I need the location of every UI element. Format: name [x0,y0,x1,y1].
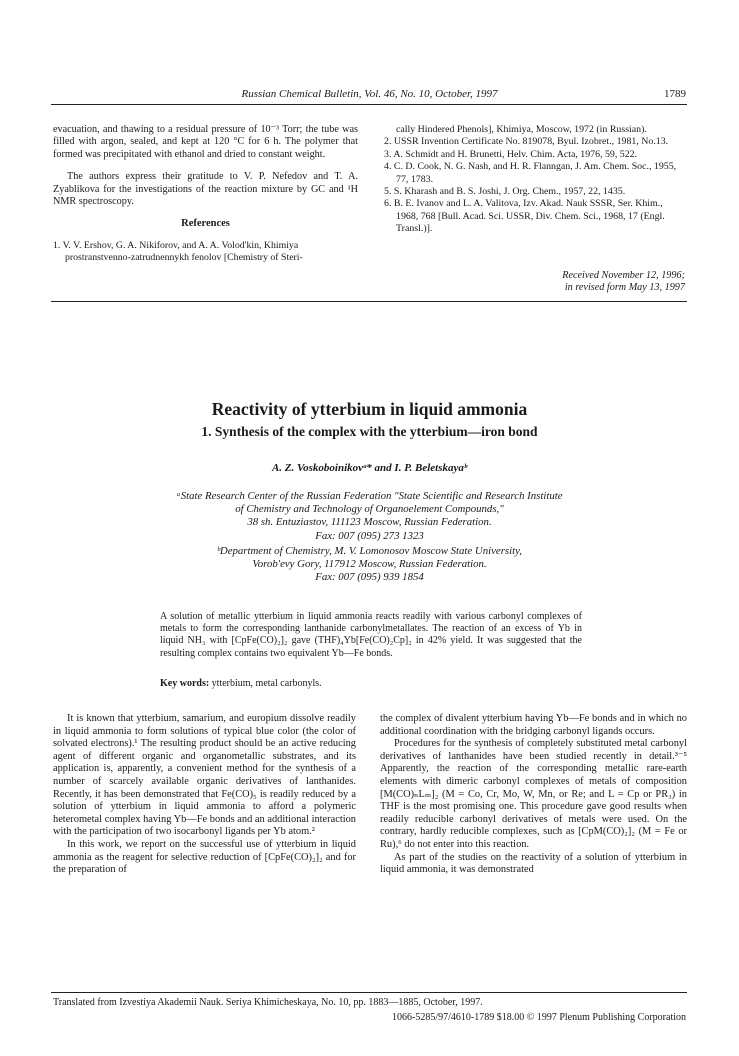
affiliation-line: of Chemistry and Technology of Organoelement Compounds," [235,503,504,516]
received-date: Received November 12, 1996; [562,270,685,281]
affiliation-line: ᵇDepartment of Chemistry, M. V. Lomonosov Moscow State University, [217,545,522,557]
body-left-column [53,713,356,877]
footer-rule [51,992,687,993]
reference-3: 3. A. Schmidt and H. Brunetti, Helv. Chim. Acta, 1976, 59, 522. [384,148,638,160]
reference-1-continued: cally Hindered Phenols], Khimiya, Moscow, 1972 (in Russian). [396,124,647,135]
references-heading: References [181,218,230,230]
keywords [160,678,582,689]
reference-2: 2. USSR Invention Certificate No. 819078, Byul. Izobret., 1981, No.13. [384,136,669,148]
affiliation-line: Fax: 007 (095) 939 1854 [315,571,424,584]
keywords-label: Key words: [160,678,210,689]
revised-date: in revised form May 13, 1997 [564,282,685,294]
article-authors: A. Z. Voskoboinikovᵃ* and I. P. Beletskayaᵇ [271,462,468,474]
article-title: Reactivity of ytterbium in liquid ammonia [211,399,528,419]
received-dates [540,270,685,295]
article-separator-rule [51,301,687,302]
reference-5: 5. S. Kharash and B. S. Joshi, J. Org. Chem., 1957, 22, 1435. [384,186,626,198]
header-rule [51,104,687,105]
body-paragraph: Procedures for the synthesis of completely substituted metal carbonyl derivatives of lanthanides have been studied recently in detail.³⁻⁵ Apparently, the reaction of the corresponding metallic rare-earth elements with dimeric carbonyl complexes of metals of composition [M(CO)ₙLₘ]₂ (M = Co, Cr, Mo, W, Mn, or Re; and L = Cp or PR₃) in THF is the most promising one. This procedure gave good results when readily reducible carbonyl derivatives of metals were used. On the contrary, hardly reducible complexes, such as [CpM(CO)₂]₂ (M = Fe or Ru),⁶ do not enter into this reaction. [380,738,687,850]
reference-1-start: 1. V. V. Ershov, G. A. Nikiforov, and A. A. Volod'kin, Khimiya prostranstvenno-zatrudnennykh fenolov [Chemistry of Steri- [53,239,303,264]
affiliation-a [0,490,739,543]
copyright-line: 1066-5285/97/4610-1789 $18.00 © 1997 Plenum Publishing Corporation [392,1012,686,1023]
body-paragraph: As part of the studies on the reactivity of a solution of ytterbium in liquid ammonia, it was demonstrated [380,851,687,876]
running-header-journal: Russian Chemical Bulletin, Vol. 46, No. 10, October, 1997 [241,88,498,100]
page-number: 1789 [664,88,686,100]
reference-6: 6. B. E. Ivanov and L. A. Valitova, Izv. Akad. Nauk SSSR, Ser. Khim., 1968, 768 [Bull. Acad. Sci. USSR, Div. Chem. Sci., 1968, 17 (Engl. Transl.)]. [384,198,665,235]
article-subtitle: 1. Synthesis of the complex with the ytterbium—iron bond [201,424,538,439]
affiliation-line: Fax: 007 (095) 273 1323 [315,529,424,542]
affiliation-line: 38 sh. Entuziastov, 111123 Moscow, Russian Federation. [247,516,492,529]
translation-note: Translated from Izvestiya Akademii Nauk. Seriya Khimicheskaya, No. 10, pp. 1883—1885, October, 1997. [53,997,483,1008]
affiliation-line: ᵃState Research Center of the Russian Federation "State Scientific and Research Institute [176,490,563,502]
affiliation-b [0,545,739,585]
body-paragraph: It is known that ytterbium, samarium, and europium dissolve readily in liquid ammonia to form solutions of typical blue color (the color of solvated electrons).¹ The resulting product should be an active reducing agent of different organic and organometallic substrates, and its application is, apparently, a convenient method for the synthesis of a number of scarcely available organic derivatives of lanthanides. Recently, it has been demonstrated that Fe(CO)₅ is readily reduced by a solution of ytterbium in liquid ammonia to afford a polymeric heterometal complex having Yb—Fe bonds and an additional interaction with the participation of two isocarbonyl ligands per Yb atom.² [53,713,356,838]
keywords-text: ytterbium, metal carbonyls. [211,678,322,689]
affiliation-line: Vorob'evy Gory, 117912 Moscow, Russian Federation. [252,558,487,571]
prev-article-left-column [53,124,358,265]
body-right-column [380,713,687,877]
acknowledgement-paragraph: The authors express their gratitude to V. P. Nefedov and T. A. Zyablikova for the investigations of the reaction mixture by GC and ¹H NMR spectroscopy. [53,171,358,208]
prev-article-right-column [384,124,687,236]
body-paragraph: the complex of divalent ytterbium having Yb—Fe bonds and in which no additional coordination with the bridging carbonyl ligands occurs. [380,713,687,737]
body-paragraph: In this work, we report on the successful use of ytterbium in liquid ammonia as the reagent for selective reduction of [CpFe(CO)₂]₂ and for the preparation of [53,838,356,876]
abstract: A solution of metallic ytterbium in liquid ammonia reacts readily with various carbonyl complexes of metals to form the corresponding lanthanide carbonylmetallates. The reaction of an excess of Yb in liquid NH₃ with [CpFe(CO)₂]₂ gave (THF)₄Yb[Fe(CO)₂Cp]₂ in 42% yield. It was suggested that the resulting complex contains two equivalent Yb—Fe bonds. [160,611,582,659]
prev-article-paragraph: evacuation, and thawing to a residual pressure of 10⁻³ Torr; the tube was filled with argon, sealed, and kept at 120 °C for 6 h. The polymer that formed was precipitated with ethanol and dried to constant weight. [53,124,358,160]
reference-4: 4. C. D. Cook, N. G. Nash, and H. R. Flanngan, J. Am. Chem. Soc., 1955, 77, 1783. [384,161,677,185]
